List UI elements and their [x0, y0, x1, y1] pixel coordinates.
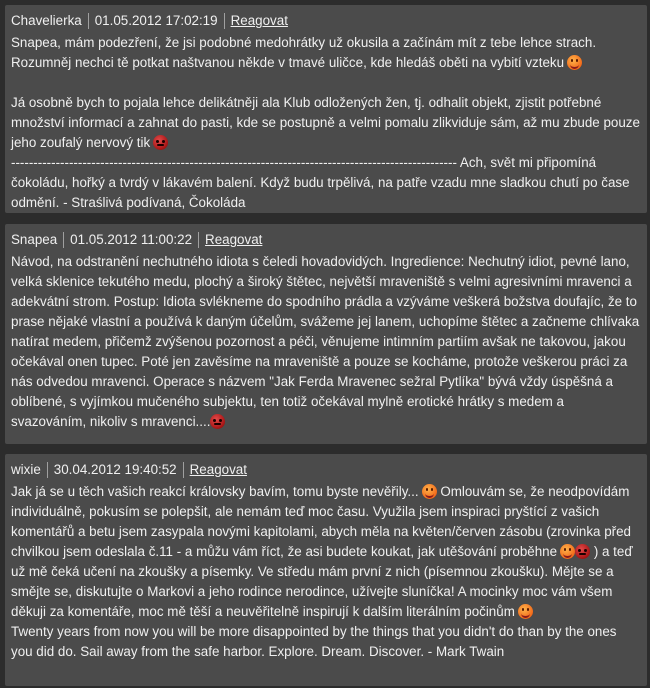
reply-link[interactable]: Reagovat	[230, 13, 288, 28]
comment-text: Jak já se u těch vašich reakcí královsky bavím, tomu byste nevěřily...	[11, 484, 419, 499]
comment-header	[11, 229, 641, 251]
comment-author: wixie	[11, 462, 41, 477]
comment-header	[11, 10, 641, 32]
comment-date: 01.05.2012 17:02:19	[94, 13, 218, 28]
comment-item	[5, 454, 647, 686]
meta-divider	[224, 13, 225, 29]
comment-paragraph	[11, 33, 641, 73]
comment-header	[11, 459, 641, 481]
devil-emoticon-icon	[575, 544, 590, 559]
meta-divider	[88, 13, 89, 29]
comment-date: 30.04.2012 19:40:52	[53, 462, 177, 477]
comment-date: 01.05.2012 11:00:22	[70, 232, 193, 247]
comment-text: Snapea, mám podezření, že jsi podobné medohrátky už okusila a začínám mít z tebe lehce strach. Rozumněj nechci tě potkat naštvanou někde v tmavé uličce, kde hledáš oběti na vybití vzteku	[11, 35, 597, 70]
meta-divider	[63, 232, 64, 248]
comment-paragraph	[11, 482, 641, 622]
comment-paragraph	[11, 252, 641, 432]
comment-signature: Twenty years from now you will be more disappointed by the things that you didn't do than by the ones you did do. Sail away from the safe harbor. Explore. Dream. Discover. - Mark Twain	[11, 624, 617, 659]
reply-link[interactable]: Reagovat	[205, 232, 263, 247]
meta-divider	[198, 232, 199, 248]
comment-text: Návod, na odstranění nechutného idiota s čeledi hovadovidých. Ingredience: Nechutný idiot, pevné lano, velká sklenice tekutého medu, plochý a široký štětec, největší mraveniště s velmi agresivními mravenci a adekvátní strom. Postup: Idiota svlékneme do spodního prádla a vzýváme veškerá božstva doufajíc, že to prase nějaké vlastní a používá k daným účelům, svážeme jej lanem, uchopíme štětec a začneme chlívaka natírat medem, přičemž zvýšenou pozornost a péči, věnujeme intimním partiím avšak ne takovou, jakou očekával onen tupec. Poté jen zavěsíme na mraveniště a pouze se kocháme, protože veškerou práci za nás odvedou mravenci. Operace s názvem "Jak Ferda Mravenec sežral Pytlíka" bývá vždy úspěšná a oblíbené, s vyjímkou mučeného subjektu, ten totiž očekával mylně erotické hrátky s medem a svazováním, nikoliv s mravenci....	[11, 254, 640, 429]
comment-text: Já osobně bych to pojala lehce delikátněji ala Klub odložených žen, tj. odhalit objekt, zjistit potřebné množství informací a zahnat do pasti, kde se postupně a velmi pomalu zlikviduje sám, až mu zbude pouze jeho zoufalý nervový tik	[11, 95, 640, 150]
meta-divider	[183, 462, 184, 478]
comment-author: Snapea	[11, 232, 58, 247]
smile-emoticon-icon	[560, 544, 575, 559]
devil-emoticon-icon	[210, 414, 225, 429]
paragraph-spacer	[11, 73, 641, 93]
devil-emoticon-icon	[153, 135, 168, 150]
comment-item	[5, 5, 647, 213]
meta-divider	[47, 462, 48, 478]
smile-emoticon-icon	[567, 55, 582, 70]
comment-body	[11, 33, 641, 213]
comment-signature: ---------------------------------------------------------------------------------------------------- Ach, svět mi připomíná čokoládu, hořký a tvrdý v lákavém balení. Když budu trpělivá, na patře vzadu mne sladkou chutí po čase odmění. - Straślivá podívaná, Čokoláda	[11, 155, 630, 210]
comment-author: Chavelierka	[11, 13, 82, 28]
comment-body	[11, 252, 641, 432]
reply-link[interactable]: Reagovat	[189, 462, 247, 477]
comment-body	[11, 482, 641, 662]
comment-text: Omlouvám se, že neodpovídám individuálně, pokusím se polepšit, ale nemám teď moc času. Využila jsem inspiraci pryštící z vašich komentářů a betu jsem zasypala novými kapitolami, abych měla na květen/červen zásobu (zrovinka před chvilkou jsem odeslala č.11 - a můžu vám říct, že asi budete koukat, jak utěšování proběhne	[11, 484, 631, 559]
smile-emoticon-icon	[518, 604, 533, 619]
smile-emoticon-icon	[422, 484, 437, 499]
comment-paragraph	[11, 93, 641, 153]
comment-text: ) a teď už mě čeká učení na zkoušky a písemky. Ve středu mám první z nich (písemnou zkoušku). Mějte se a smějte se, diskutujte o Markovi a jeho rodince nerodince, užívejte sluníčka! A mocinky moc vám všem děkuji za komentáře, moc mě těší a neuvěřitelně inspirují k dalším literálním počinům	[11, 544, 633, 619]
comment-item	[5, 224, 647, 444]
